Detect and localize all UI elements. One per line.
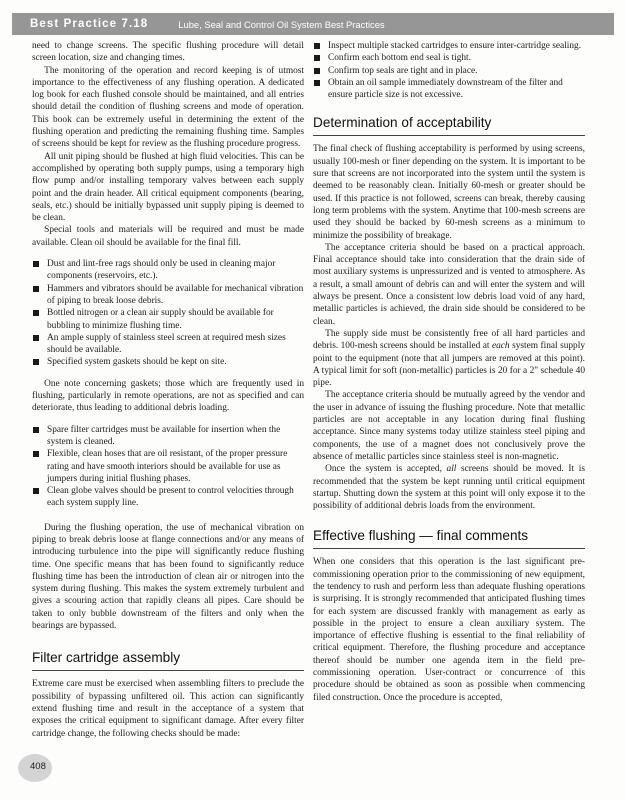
section-heading: Effective flushing — final comments — [313, 528, 585, 549]
page-number: 408 — [30, 760, 60, 774]
running-header — [12, 13, 614, 35]
list-item: Bottled nitrogen or a clean air supply should be available for bubbling to minimize flushing time. — [32, 307, 304, 332]
section-heading: Filter cartridge assembly — [32, 650, 304, 671]
paragraph: The acceptance criteria should be based on a practical approach. Final acceptance should take into consideration that the drain side of most auxiliary systems is unpressurized and is vented to atmosphere. As a result, a small amount of debris can and will enter the system and will always be present. Once a consistent low debris load void of any hard, metallic particles is achieved, the drain side should be considered to be clean. — [313, 242, 585, 327]
paragraph: need to change screens. The specific flushing procedure will detail screen location, size and changing times. — [32, 41, 304, 64]
paragraph: Extreme care must be exercised when assembling filters to preclude the possibility of bypassing unfiltered oil. This action can significantly extend flushing time and result in the acceptance of a system that exposes the critical equipment to significant damage. After every filter cartridge change, the following checks should be made: — [32, 679, 304, 739]
paragraph: The supply side must be consistently free of all hard particles and debris. 100-mesh screens should be installed at each system final supply point to the equipment (note that all jumpers are removed at this point). A typical limit for soft (non-metallic) particles is 20 for a 2" schedule 40 pipe. — [313, 328, 585, 389]
paragraph: All unit piping should be flushed at high fluid velocities. This can be accomplished by operating both supply pumps, using a temporary high flow pump and/or installing temporary valves between each supply point and the drain header. All critical equipment components (bearing, seals, etc.) should be initially bypassed unit supply piping is deemed to be clean. — [32, 151, 304, 224]
paragraph: During the flushing operation, the use of mechanical vibration on piping to break debris loose at flange connections and/or any means of introducing turbulence into the pipe will significantly reduce flushing time. One specific means that has been found to significantly reduce flushing time has been the introduction of clean air or nitrogen into the system during flushing. This makes the system extremely turbulent and gives a scouring action that rapidly cleans all pipes. Care should be taken to only bubble downstream of the filters and only when the bearings are bypassed. — [32, 522, 304, 632]
list-item: Clean globe valves should be present to control velocities through each system supply line. — [32, 485, 304, 510]
left-column — [32, 40, 304, 740]
list-item: Hammers and vibrators should be available for mechanical vibration of piping to break loose debris. — [32, 283, 304, 308]
paragraph: The monitoring of the operation and record keeping is of utmost importance to the effectiveness of any flushing operation. A dedicated log book for each flushed console should be maintained, and all entries should detail the condition of flushing screens and mode of operation. This book can be extremely useful in determining the extent of the flushing operation and predicting the remaining flushing time. Samples of screens should be kept for review as the flushing procedure progress. — [32, 65, 304, 150]
list-item: An ample supply of stainless steel screen at required mesh sizes should be available. — [32, 332, 304, 357]
list-item: Obtain an oil sample immediately downstream of the filter and ensure particle size is not excessive. — [313, 77, 585, 102]
paragraph: Special tools and materials will be required and must be made available. Clean oil should be available for the final fill. — [32, 225, 304, 248]
filter-checks-list — [313, 40, 585, 101]
paragraph: Once the system is accepted, all screens should be moved. It is recommended that the system be kept running until critical equipment startup. Shutting down the system at this point will only expose it to the possibility of additional debris loads from the environment. — [313, 464, 585, 512]
spares-list — [32, 424, 304, 510]
paragraph: One note concerning gaskets; those which are frequently used in flushing, particularly in remote operations, are not as specified and can deteriorate, thus leading to additional debris loading. — [32, 378, 304, 414]
list-item: Flexible, clean hoses that are oil resistant, of the proper pressure rating and have smooth interiors should be available for use as jumpers during initial flushing phases. — [32, 448, 304, 485]
paragraph: The acceptance criteria should be mutually agreed by the vendor and the user in advance of issuing the flushing procedure. Note that metallic particles are not acceptable in any location during final flushing acceptance. Since many systems today utilize stainless steel piping and components, the use of a magnet does not conclusively prove the absence of metallic particles since stainless steel is non-magnetic. — [313, 390, 585, 462]
list-item: Specified system gaskets should be kept on site. — [32, 356, 304, 368]
section-label: Best Practice 7.18 — [30, 18, 149, 30]
list-item: Confirm each bottom end seal is tight. — [313, 52, 585, 64]
list-item: Confirm top seals are tight and in place. — [313, 65, 585, 77]
book-title: Lube, Seal and Control Oil System Best Practices — [178, 18, 385, 30]
list-item: Spare filter cartridges must be available for insertion when the system is cleaned. — [32, 424, 304, 449]
section-heading: Determination of acceptability — [313, 115, 585, 136]
paragraph: The final check of flushing acceptability is performed by using screens, usually 100-mesh or finer depending on the system. It is important to be sure that screens are not incorporated into the system until the system is deemed to be reasonably clean. Initially 60-mesh or greater should be used. If this practice is not followed, screens can break, thereby causing long term problems with the system. Anytime that 100-mesh screens are used they should be backed by 60-mesh screens as a minimum to minimize the possibility of breakage. — [313, 144, 585, 241]
right-column — [313, 40, 585, 704]
tools-list — [32, 258, 304, 369]
list-item: Inspect multiple stacked cartridges to ensure inter-cartridge sealing. — [313, 40, 585, 52]
paragraph: When one considers that this operation is the last significant pre-commissioning operation prior to the commissioning of new equipment, the tendency to rush and perform less than adequate flushing operations is surprising. It is strongly recommended that anticipated flushing times for each system are discussed frankly with management as early as possible in the project to ensure a clean auxiliary system. The importance of effective flushing is essential to the final reliability of critical equipment. Therefore, the flushing procedure and acceptance thereof should be number one agenda item in the field pre-commissioning operation. User-contract or concurrence of this procedure should be obtained as soon as possible when commencing filed construction. Once the procedure is accepted, — [313, 557, 585, 703]
list-item: Dust and lint-free rags should only be used in cleaning major components (reservoirs, etc.). — [32, 258, 304, 283]
